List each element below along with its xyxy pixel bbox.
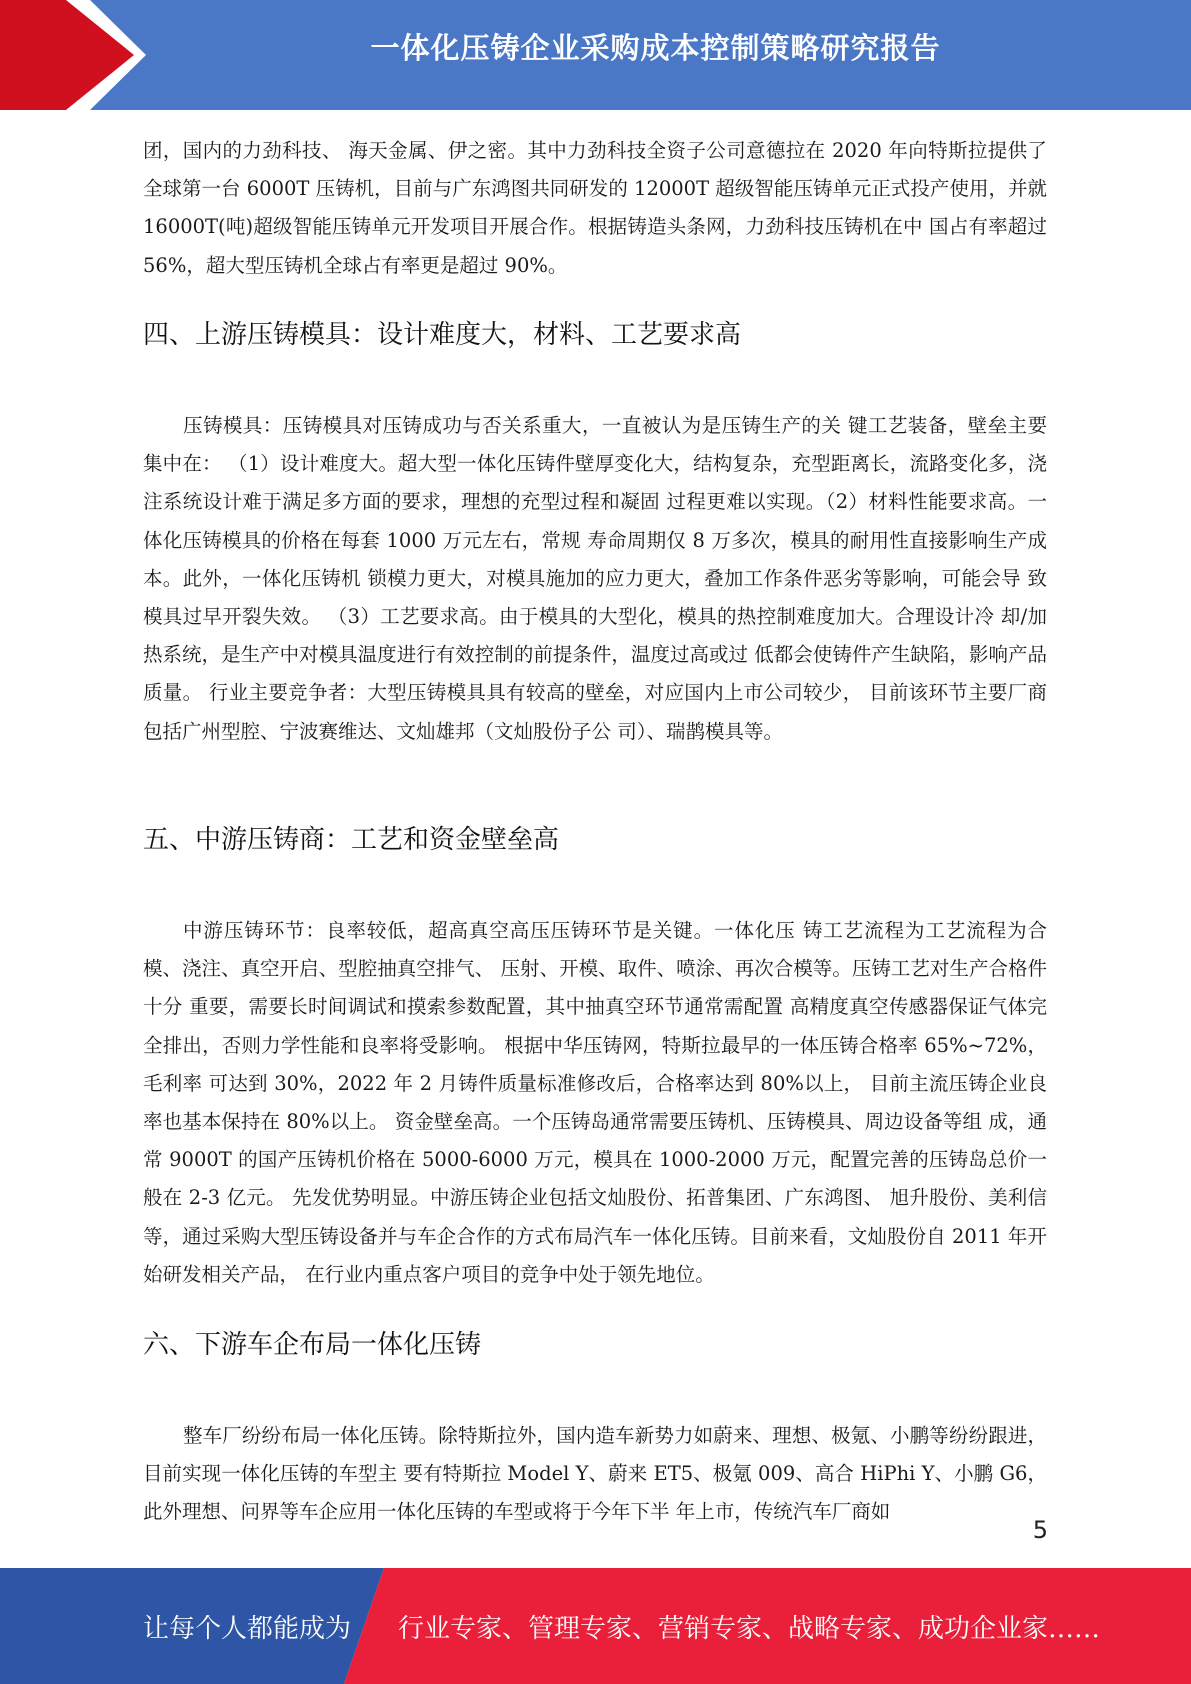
page-header [0, 0, 1191, 110]
section-heading-4: 四、上游压铸模具：设计难度大，材料、工艺要求高 [143, 320, 742, 350]
paragraph-die-molds: 压铸模具：压铸模具对压铸成功与否关系重大，一直被认为是压铸生产的关 键工艺装备，壁垒主要集中在： （1）设计难度大。超大型一体化压铸件壁厚变化大，结构复杂，充型距离长，流路变化多，浇注系统设计难于满足多方面的要求，理想的充型过程和凝固 过程更难以实现。（2）材料性能要求高。一体化压铸模具的价格在每套 1000 万元左右，常规 寿命周期仅 8 万多次，模具的耐用性直接影响生产成本。此外，一体化压铸机 锁模力更大，对模具施加的应力更大，叠加工作条件恶劣等影响，可能会导 致模具过早开裂失效。 （3）工艺要求高。由于模具的大型化，模具的热控制难度加大。合理设计冷 却/加热系统，是生产中对模具温度进行有效控制的前提条件，温度过高或过 低都会使铸件产生缺陷，影响产品质量。 行业主要竞争者：大型压铸模具具有较高的壁垒，对应国内上市公司较少， 目前该环节主要厂商包括广州型腔、宁波赛维达、文灿雄邦（文灿股份子公 司）、瑞鹊模具等。 [143, 414, 1047, 743]
footer-slogan-left: 让每个人都能成为 [143, 1614, 352, 1644]
paragraph-press-makers: 团，国内的力劲科技、 海天金属、伊之密。其中力劲科技全资子公司意德拉在 2020 年向特斯拉提供了全球第一台 6000T 压铸机，目前与广东鸿图共同研发的 12000T 超级智能压铸单元正式投产使用，并就 16000T(吨)超级智能压铸单元开发项目开展合作。根据铸造头条网，力劲科技压铸机在中 国占有率超过 56%，超大型压铸机全球占有率更是超过 90%。 [143, 139, 1047, 277]
paragraph-downstream-oems: 整车厂纷纷布局一体化压铸。除特斯拉外，国内造车新势力如蔚来、理想、极氪、小鹏等纷纷跟进，目前实现一体化压铸的车型主 要有特斯拉 Model Y、蔚来 ET5、极氪 009、高合 HiPhi Y、小鹏 G6，此外理想、问界等车企应用一体化压铸的车型或将于今年下半 年上市，传统汽车厂商如 [143, 1424, 1047, 1524]
section-heading-5: 五、中游压铸商：工艺和资金壁垒高 [143, 825, 560, 855]
report-title: 一体化压铸企业采购成本控制策略研究报告 [370, 31, 941, 65]
document-body [143, 132, 1047, 1533]
footer-slogan-right: 行业专家、管理专家、营销专家、战略专家、成功企业家…… [398, 1614, 1101, 1644]
page-footer [0, 1568, 1191, 1684]
page-number: 5 [1032, 1516, 1048, 1544]
section-heading-6: 六、下游车企布局一体化压铸 [143, 1330, 482, 1360]
paragraph-midstream-casters: 中游压铸环节：良率较低，超高真空高压压铸环节是关键。一体化压 铸工艺流程为工艺流程为合模、浇注、真空开启、型腔抽真空排气、 压射、开模、取件、喷涂、再次合模等。压铸工艺对生产合格件十分 重要，需要长时间调试和摸索参数配置，其中抽真空环节通常需配置 高精度真空传感器保证气体完全排出，否则力学性能和良率将受影响。 根据中华压铸网，特斯拉最早的一体压铸合格率 65%~72%，毛利率 可达到 30%，2022 年 2 月铸件质量标准修改后，合格率达到 80%以上， 目前主流压铸企业良率也基本保持在 80%以上。 资金壁垒高。一个压铸岛通常需要压铸机、压铸模具、周边设备等组 成，通常 9000T 的国产压铸机价格在 5000-6000 万元，模具在 1000-2000 万元，配置完善的压铸岛总价一般在 2-3 亿元。 先发优势明显。中游压铸企业包括文灿股份、拓普集团、广东鸿图、 旭升股份、美利信等，通过采购大型压铸设备并与车企合作的方式布局汽车一体化压铸。目前来看，文灿股份自 2011 年开始研发相关产品， 在行业内重点客户项目的竞争中处于领先地位。 [143, 919, 1047, 1286]
